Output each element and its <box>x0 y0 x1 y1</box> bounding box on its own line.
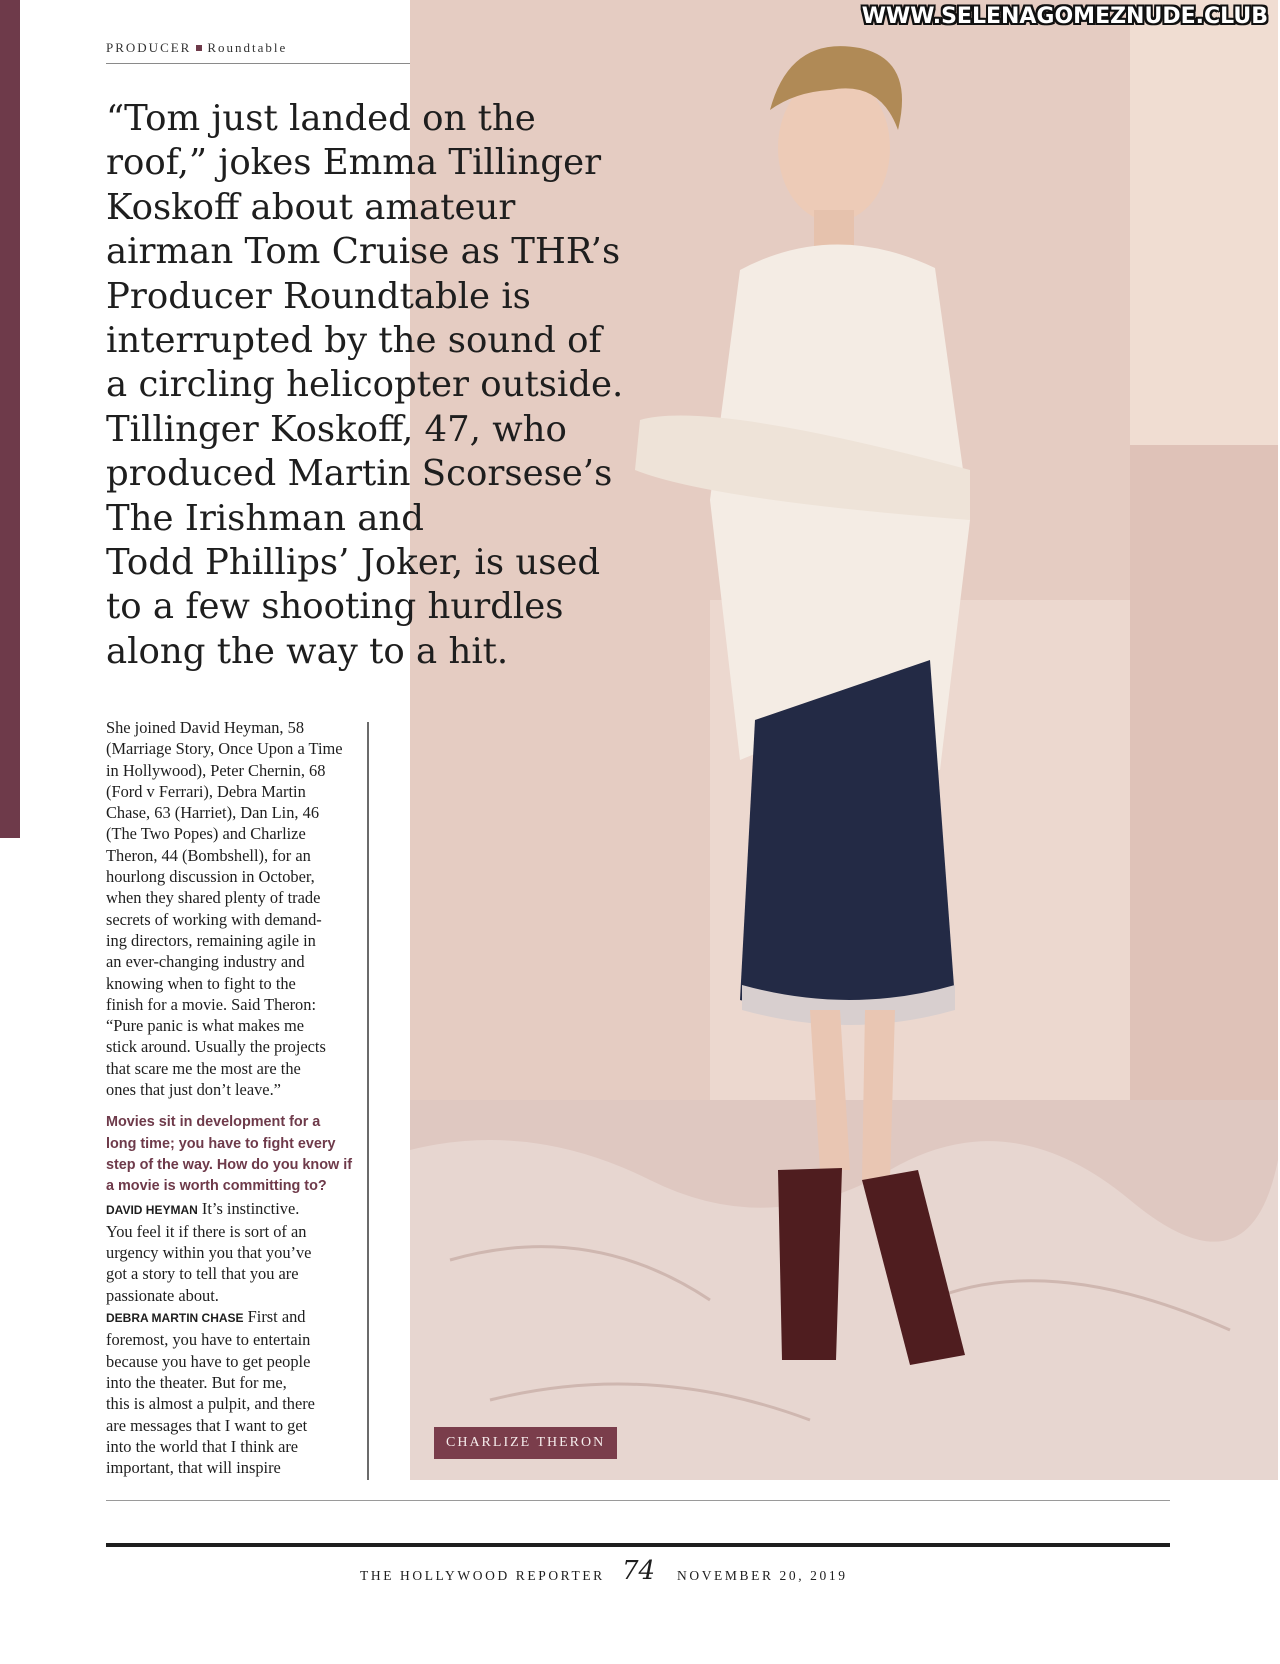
lead-line: Koskoff about amateur <box>106 186 516 228</box>
body-line: because you have to get people <box>106 1351 311 1371</box>
body-line: secrets of working with demand- <box>106 909 322 929</box>
lead-line: to a few shooting hurdles <box>106 586 564 628</box>
body-line: are messages that I want to get <box>106 1415 308 1435</box>
lead-line: The Irishman and <box>106 497 424 539</box>
side-accent-bar <box>0 0 20 838</box>
body-line: urgency within you that you’ve <box>106 1243 312 1263</box>
body-line: stick around. Usually the projects <box>106 1037 326 1057</box>
speaker-name: DAVID HEYMAN <box>106 1202 198 1217</box>
body-line: into the theater. But for me, <box>106 1372 287 1392</box>
subsection-name: Roundtable <box>207 40 288 55</box>
section-label <box>106 40 287 56</box>
question-line: step of the way. How do you know if <box>106 1156 352 1173</box>
body-line: (Ford v Ferrari), Debra Martin <box>106 781 306 801</box>
body-line: ones that just don’t leave.” <box>106 1080 281 1100</box>
answer-text: First and <box>247 1307 306 1327</box>
answer-chase <box>106 1306 360 1478</box>
body-line: passionate about. <box>106 1285 219 1305</box>
lead-line: Producer Roundtable is <box>106 275 531 317</box>
answer-text: It’s instinctive. <box>201 1198 300 1218</box>
interview-question <box>106 1112 360 1197</box>
lead-paragraph <box>106 97 626 674</box>
speaker-name: DEBRA MARTIN CHASE <box>106 1311 244 1326</box>
body-line: got a story to tell that you are <box>106 1264 299 1284</box>
answer-heyman <box>106 1198 360 1306</box>
lead-line: roof,” jokes Emma Tillinger <box>106 142 602 184</box>
body-line: when they shared plenty of trade <box>106 888 321 908</box>
body-line: that scare me the most are the <box>106 1058 301 1078</box>
body-line: (The Two Popes) and Charlize <box>106 824 306 844</box>
lead-line: produced Martin Scorsese’s <box>106 453 613 495</box>
section-rule <box>106 63 411 64</box>
lead-line: airman Tom Cruise as THR’s <box>106 231 621 273</box>
body-line: ing directors, remaining agile in <box>106 930 316 950</box>
question-line: long time; you have to fight every <box>106 1135 336 1152</box>
body-line: “Pure panic is what makes me <box>106 1016 304 1036</box>
question-line: a movie is worth committing to? <box>106 1178 327 1195</box>
footer-thick-rule <box>106 1543 1170 1547</box>
body-line: this is almost a pulpit, and there <box>106 1394 315 1414</box>
lead-line: a circling helicopter outside. <box>106 364 624 406</box>
lead-line: along the way to a hit. <box>106 630 509 672</box>
body-line: an ever-changing industry and <box>106 952 305 972</box>
intro-paragraph <box>106 717 360 1100</box>
body-line: into the world that I think are <box>106 1436 299 1456</box>
column-divider <box>367 722 369 1480</box>
body-line: foremost, you have to entertain <box>106 1330 311 1350</box>
body-line: Theron, 44 (Bombshell), for an <box>106 845 311 865</box>
body-line: Chase, 63 (Harriet), Dan Lin, 46 <box>106 803 320 823</box>
body-line: (Marriage Story, Once Upon a Time <box>106 739 343 759</box>
body-line: hourlong discussion in October, <box>106 867 315 887</box>
lead-line: interrupted by the sound of <box>106 320 602 362</box>
answer-first-line <box>106 1198 360 1221</box>
body-line: in Hollywood), Peter Chernin, 68 <box>106 760 326 780</box>
body-line: knowing when to fight to the <box>106 973 296 993</box>
issue-date: NOVEMBER 20, 2019 <box>677 1568 848 1583</box>
question-line: Movies sit in development for a <box>106 1114 321 1131</box>
footer-publication: THE HOLLYWOOD REPORTER <box>360 1568 605 1583</box>
body-line: You feel it if there is sort of an <box>106 1221 307 1241</box>
body-column <box>106 717 360 1478</box>
answer-first-line <box>106 1306 360 1329</box>
footer-thin-rule <box>106 1500 1170 1501</box>
page-number: 74 <box>622 1556 656 1586</box>
lead-line: Todd Phillips’ Joker, is used <box>106 542 601 584</box>
body-line: She joined David Heyman, 58 <box>106 718 305 737</box>
section-name: PRODUCER <box>106 40 192 55</box>
photo-caption: CHARLIZE THERON <box>434 1427 617 1459</box>
lead-line: “Tom just landed on the <box>106 98 536 139</box>
section-separator-square <box>196 45 202 51</box>
site-watermark: WWW.SELENAGOMEZNUDE.CLUB <box>861 4 1268 29</box>
body-line: important, that will inspire <box>106 1458 281 1478</box>
lead-line: Tillinger Koskoff, 47, who <box>106 408 567 450</box>
body-line: finish for a movie. Said Theron: <box>106 994 317 1014</box>
